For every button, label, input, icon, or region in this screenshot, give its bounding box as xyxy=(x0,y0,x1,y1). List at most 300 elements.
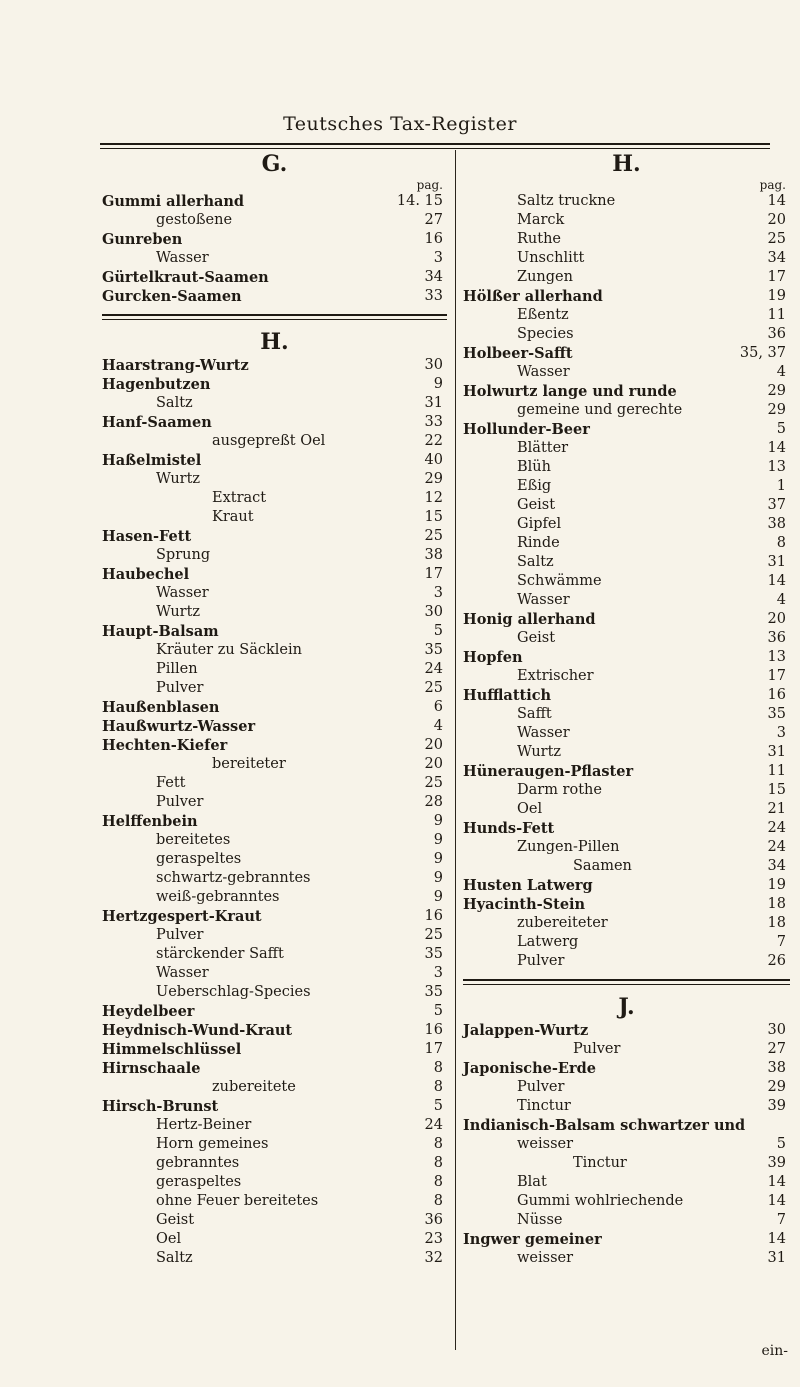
entry-term: Zungen xyxy=(517,269,573,285)
entry-page: 16 xyxy=(424,908,443,924)
entry-page: 9 xyxy=(433,851,443,867)
index-entry xyxy=(463,192,790,211)
entry-term: Wasser xyxy=(517,592,570,608)
entry-term: Wasser xyxy=(156,965,209,981)
entry-term: Gürtelkraut-Saamen xyxy=(102,269,269,286)
index-entry xyxy=(463,1230,790,1249)
entry-term: Haupt-Balsam xyxy=(102,623,219,640)
entry-page: 3 xyxy=(776,725,786,741)
index-entry xyxy=(463,1211,790,1230)
running-title: Teutsches Tax-Register xyxy=(283,113,517,135)
index-entry xyxy=(102,470,447,489)
entry-page: 25 xyxy=(424,927,443,943)
section-rule xyxy=(102,314,447,320)
index-entry xyxy=(463,211,790,230)
index-entry xyxy=(463,1097,790,1116)
entry-page: 25 xyxy=(424,775,443,791)
index-entry xyxy=(463,1192,790,1211)
index-entry xyxy=(102,1116,447,1135)
index-entry xyxy=(102,413,447,432)
index-entry xyxy=(463,344,790,363)
index-entry xyxy=(463,629,790,648)
index-entry xyxy=(463,420,790,439)
entry-page: 29 xyxy=(767,383,786,399)
entry-term: Hyacinth-Stein xyxy=(463,896,586,913)
entry-term: zubereitete xyxy=(212,1079,296,1095)
entry-page: 8 xyxy=(433,1136,443,1152)
entry-page: 23 xyxy=(424,1231,443,1247)
entry-page: 13 xyxy=(767,649,786,665)
entry-term: Safft xyxy=(517,706,552,722)
entry-page: 17 xyxy=(424,1041,443,1057)
entry-page: 19 xyxy=(767,877,786,893)
entry-page: 35 xyxy=(424,946,443,962)
index-entry xyxy=(102,888,447,907)
entry-term: Hölßer allerhand xyxy=(463,288,603,305)
entry-page: 14 xyxy=(767,193,786,209)
entry-term: Wasser xyxy=(156,250,209,266)
entry-page: 30 xyxy=(767,1022,786,1038)
right-column xyxy=(463,150,790,1268)
entry-page: 34 xyxy=(767,858,786,874)
index-entry xyxy=(102,1021,447,1040)
entry-term: Pulver xyxy=(156,794,204,810)
index-entry xyxy=(102,964,447,983)
entry-term: Zungen-Pillen xyxy=(517,839,620,855)
entry-term: Jalappen-Wurtz xyxy=(463,1022,589,1039)
entry-term: Saltz truckne xyxy=(517,193,616,209)
index-entry xyxy=(102,451,447,470)
entry-page: 6 xyxy=(433,699,443,715)
index-entry xyxy=(463,249,790,268)
index-entry xyxy=(463,458,790,477)
entry-term: Oel xyxy=(517,801,543,817)
entry-term: Blüh xyxy=(517,459,551,475)
entry-page: 19 xyxy=(767,288,786,304)
entry-page: 24 xyxy=(767,839,786,855)
entry-page: 25 xyxy=(767,231,786,247)
index-entry xyxy=(463,496,790,515)
entry-term: Tinctur xyxy=(517,1098,571,1114)
entry-term: weiß-gebranntes xyxy=(156,889,280,905)
index-entry xyxy=(463,952,790,971)
entry-page: 14 xyxy=(767,573,786,589)
entry-term: Heydelbeer xyxy=(102,1003,195,1020)
entry-term: Hufflattich xyxy=(463,687,552,704)
entry-term: geraspeltes xyxy=(156,851,242,867)
entry-term: Haußenblasen xyxy=(102,699,220,716)
index-entry xyxy=(102,869,447,888)
index-entry xyxy=(102,1135,447,1154)
index-entry xyxy=(102,1173,447,1192)
entry-page: 14 xyxy=(767,1193,786,1209)
entry-term: bereitetes xyxy=(156,832,231,848)
index-entry xyxy=(463,1078,790,1097)
entry-term: stärckender Safft xyxy=(156,946,284,962)
index-entry xyxy=(463,534,790,553)
entry-page: 20 xyxy=(424,737,443,753)
index-entry xyxy=(102,660,447,679)
entry-term: Hunds-Fett xyxy=(463,820,555,837)
index-entry xyxy=(463,705,790,724)
entry-page: 20 xyxy=(424,756,443,772)
entry-term: Saltz xyxy=(156,395,193,411)
entry-term: Unschlitt xyxy=(517,250,585,266)
entry-term: gestoßene xyxy=(156,212,233,228)
entry-term: Extrischer xyxy=(517,668,594,684)
entry-page: 32 xyxy=(424,1250,443,1266)
entry-term: weisser xyxy=(517,1136,574,1152)
entry-page: 27 xyxy=(424,212,443,228)
index-entry xyxy=(102,793,447,812)
entry-term: weisser xyxy=(517,1250,574,1266)
entry-term: Wurtz xyxy=(517,744,562,760)
index-entry xyxy=(463,477,790,496)
entry-page: 4 xyxy=(776,364,786,380)
index-entry xyxy=(463,1059,790,1078)
entry-term: Helffenbein xyxy=(102,813,198,830)
entry-page: 38 xyxy=(767,516,786,532)
entry-page: 16 xyxy=(424,231,443,247)
index-entry xyxy=(102,945,447,964)
index-entry xyxy=(463,838,790,857)
entry-page: 5 xyxy=(433,1003,443,1019)
entry-term: Hechten-Kiefer xyxy=(102,737,228,754)
entry-page: 36 xyxy=(767,326,786,342)
catchword: ein- xyxy=(761,1343,788,1359)
entry-page: 18 xyxy=(767,896,786,912)
entry-term: ausgepreßt Oel xyxy=(212,433,326,449)
column-divider xyxy=(455,150,456,1350)
index-entry xyxy=(102,356,447,375)
entry-term: Gipfel xyxy=(517,516,562,532)
entry-page: 25 xyxy=(424,680,443,696)
index-entry xyxy=(102,432,447,451)
entry-page: 35 xyxy=(767,706,786,722)
index-entry xyxy=(463,1135,790,1154)
entry-page: 3 xyxy=(433,250,443,266)
entry-page: 8 xyxy=(433,1174,443,1190)
entry-page: 7 xyxy=(776,1212,786,1228)
entry-page: 37 xyxy=(767,497,786,513)
index-entry xyxy=(463,876,790,895)
entry-term: Pillen xyxy=(156,661,198,677)
index-entry xyxy=(102,230,447,249)
entry-term: Pulver xyxy=(517,953,565,969)
entry-term: Ueberschlag-Species xyxy=(156,984,311,1000)
index-entry xyxy=(102,1154,447,1173)
index-entry xyxy=(463,268,790,287)
entry-term: Saltz xyxy=(156,1250,193,1266)
entry-page: 29 xyxy=(767,402,786,418)
entry-term: Pulver xyxy=(573,1041,621,1057)
entry-term: Hanf-Saamen xyxy=(102,414,212,431)
index-entry xyxy=(463,591,790,610)
entry-term: Wurtz xyxy=(156,471,201,487)
entry-term: Tinctur xyxy=(573,1155,627,1171)
entry-page: 15 xyxy=(424,509,443,525)
entry-term: Blätter xyxy=(517,440,569,456)
index-entry xyxy=(463,686,790,705)
entry-term: Hüneraugen-Pflaster xyxy=(463,763,634,780)
entry-page: 8 xyxy=(433,1155,443,1171)
entry-term: Eßentz xyxy=(517,307,569,323)
entry-page: 31 xyxy=(767,744,786,760)
entry-term: gebranntes xyxy=(156,1155,240,1171)
entry-page: 5 xyxy=(776,421,786,437)
index-entry xyxy=(463,743,790,762)
entry-page: 27 xyxy=(767,1041,786,1057)
entry-term: Nüsse xyxy=(517,1212,563,1228)
entry-page: 26 xyxy=(767,953,786,969)
index-entry xyxy=(463,1116,790,1135)
entry-term: bereiteter xyxy=(212,756,286,772)
index-entry xyxy=(463,515,790,534)
index-entry xyxy=(102,249,447,268)
entry-term: Pulver xyxy=(156,680,204,696)
entry-page: 29 xyxy=(424,471,443,487)
index-entry xyxy=(463,325,790,344)
entry-page: 8 xyxy=(433,1060,443,1076)
entry-page: 11 xyxy=(767,307,786,323)
index-entry xyxy=(463,1021,790,1040)
index-entry xyxy=(102,812,447,831)
entry-page: 35 xyxy=(424,642,443,658)
index-entry xyxy=(463,401,790,420)
index-entry xyxy=(102,907,447,926)
section-rule xyxy=(463,979,790,985)
index-entry xyxy=(102,268,447,287)
entry-term: Hirsch-Brunst xyxy=(102,1098,219,1115)
entry-page: 25 xyxy=(424,528,443,544)
entry-term: Marck xyxy=(517,212,565,228)
index-entry xyxy=(102,679,447,698)
entry-term: Fett xyxy=(156,775,186,791)
entry-page: 17 xyxy=(424,566,443,582)
entry-page: 35, 37 xyxy=(739,345,786,361)
entry-term: Geist xyxy=(156,1212,195,1228)
index-entry xyxy=(463,781,790,800)
section-letter-j: J. xyxy=(618,994,635,1020)
index-entry xyxy=(102,489,447,508)
entry-page: 18 xyxy=(767,915,786,931)
index-entry xyxy=(102,546,447,565)
entry-page: 31 xyxy=(767,1250,786,1266)
entry-page: 28 xyxy=(424,794,443,810)
entry-term: Darm rothe xyxy=(517,782,602,798)
index-entry xyxy=(102,1078,447,1097)
entry-term: Rinde xyxy=(517,535,560,551)
entry-term: Kraut xyxy=(212,509,254,525)
entry-term: Species xyxy=(517,326,574,342)
entry-term: Schwämme xyxy=(517,573,602,589)
index-entry xyxy=(102,698,447,717)
index-entry xyxy=(463,230,790,249)
entry-page: 4 xyxy=(433,718,443,734)
index-entry xyxy=(463,553,790,572)
entry-page: 5 xyxy=(433,623,443,639)
entry-term: Heydnisch-Wund-Kraut xyxy=(102,1022,293,1039)
index-entry xyxy=(463,762,790,781)
entry-term: Gummi wohlriechende xyxy=(517,1193,684,1209)
index-entry xyxy=(102,1040,447,1059)
entry-term: Kräuter zu Säcklein xyxy=(156,642,302,658)
entry-page: 22 xyxy=(424,433,443,449)
index-entry xyxy=(102,527,447,546)
entry-term: Saamen xyxy=(573,858,632,874)
entry-page: 21 xyxy=(767,801,786,817)
index-entry xyxy=(463,363,790,382)
entry-term: Oel xyxy=(156,1231,182,1247)
entry-page: 17 xyxy=(767,269,786,285)
entry-term: Indianisch-Balsam schwartzer und xyxy=(463,1117,746,1134)
entry-page: 8 xyxy=(433,1079,443,1095)
entry-page: 33 xyxy=(424,288,443,304)
entry-term: Pulver xyxy=(517,1079,565,1095)
entry-page: 14. 15 xyxy=(396,193,443,209)
entry-term: Horn gemeines xyxy=(156,1136,269,1152)
entry-term: Hirnschaale xyxy=(102,1060,201,1077)
index-entry xyxy=(102,1230,447,1249)
entry-page: 16 xyxy=(767,687,786,703)
entry-page: 34 xyxy=(424,269,443,285)
entry-term: Honig allerhand xyxy=(463,611,596,628)
entry-page: 39 xyxy=(767,1098,786,1114)
entry-term: Wurtz xyxy=(156,604,201,620)
index-entry xyxy=(463,610,790,629)
entry-term: Pulver xyxy=(156,927,204,943)
entry-term: Wasser xyxy=(517,725,570,741)
entry-term: Gummi allerhand xyxy=(102,193,245,210)
index-entry xyxy=(102,774,447,793)
section-letter-h: H. xyxy=(260,329,289,355)
entry-term: ohne Feuer bereitetes xyxy=(156,1193,319,1209)
entry-term: Hertz-Beiner xyxy=(156,1117,252,1133)
index-entry xyxy=(102,1002,447,1021)
entry-page: 16 xyxy=(424,1022,443,1038)
index-entry xyxy=(102,850,447,869)
entry-page: 38 xyxy=(424,547,443,563)
index-entry xyxy=(463,382,790,401)
entry-page: 35 xyxy=(424,984,443,1000)
index-entry xyxy=(102,1059,447,1078)
entry-term: Himmelschlüssel xyxy=(102,1041,242,1058)
entry-term: Gurcken-Saamen xyxy=(102,288,242,305)
entry-page: 31 xyxy=(767,554,786,570)
index-entry xyxy=(463,914,790,933)
index-entry xyxy=(102,1249,447,1268)
index-entry xyxy=(102,1192,447,1211)
entry-page: 9 xyxy=(433,889,443,905)
entries-j xyxy=(463,1021,790,1268)
index-entry xyxy=(463,287,790,306)
entry-page: 4 xyxy=(776,592,786,608)
entry-term: Latwerg xyxy=(517,934,579,950)
entry-page: 9 xyxy=(433,870,443,886)
entry-page: 29 xyxy=(767,1079,786,1095)
entry-page: 17 xyxy=(767,668,786,684)
index-entry xyxy=(463,648,790,667)
entry-term: Hasen-Fett xyxy=(102,528,192,545)
index-entry xyxy=(463,724,790,743)
entry-term: Wasser xyxy=(156,585,209,601)
entry-term: zubereiteter xyxy=(517,915,608,931)
index-entry xyxy=(102,755,447,774)
entry-term: Hopfen xyxy=(463,649,523,666)
index-entry xyxy=(463,1249,790,1268)
index-entry xyxy=(463,306,790,325)
index-entry xyxy=(463,895,790,914)
entry-term: Hertzgespert-Kraut xyxy=(102,908,262,925)
entry-page: 7 xyxy=(776,934,786,950)
entry-page: 3 xyxy=(433,585,443,601)
entry-term: Ingwer gemeiner xyxy=(463,1231,602,1248)
entry-term: Haubechel xyxy=(102,566,190,583)
index-entry xyxy=(463,439,790,458)
index-entry xyxy=(463,857,790,876)
entry-page: 9 xyxy=(433,832,443,848)
entry-term: Husten Latwerg xyxy=(463,877,593,894)
entry-term: Gunreben xyxy=(102,231,183,248)
entry-term: Haarstrang-Wurtz xyxy=(102,357,249,374)
entry-page: 12 xyxy=(424,490,443,506)
index-entry xyxy=(463,572,790,591)
entry-term: Japonische-Erde xyxy=(463,1060,596,1077)
index-entry xyxy=(102,736,447,755)
entry-page: 31 xyxy=(424,395,443,411)
index-entry xyxy=(102,211,447,230)
entry-page: 38 xyxy=(767,1060,786,1076)
index-entry xyxy=(102,983,447,1002)
section-letter-g: G. xyxy=(261,151,288,177)
entry-page: 33 xyxy=(424,414,443,430)
entry-page: 40 xyxy=(424,452,443,468)
entry-term: Hollunder-Beer xyxy=(463,421,590,438)
entry-term: Geist xyxy=(517,497,556,513)
entry-page: 14 xyxy=(767,1174,786,1190)
entry-term: Geist xyxy=(517,630,556,646)
pag-label-right: pag. xyxy=(759,178,786,192)
entry-page: 36 xyxy=(424,1212,443,1228)
entry-page: 5 xyxy=(433,1098,443,1114)
entry-page: 13 xyxy=(767,459,786,475)
index-entry xyxy=(102,375,447,394)
entry-page: 24 xyxy=(424,1117,443,1133)
index-entry xyxy=(102,622,447,641)
entry-page: 24 xyxy=(424,661,443,677)
entries-h-cont xyxy=(463,192,790,971)
index-entry xyxy=(102,1211,447,1230)
entry-page: 1 xyxy=(776,478,786,494)
left-column xyxy=(102,150,447,1268)
index-entry xyxy=(463,1040,790,1059)
index-entry xyxy=(102,508,447,527)
index-entry xyxy=(102,926,447,945)
entry-page: 3 xyxy=(433,965,443,981)
entry-term: schwartz-gebranntes xyxy=(156,870,311,886)
entry-page: 5 xyxy=(776,1136,786,1152)
entry-term: Eßig xyxy=(517,478,552,494)
entry-page: 8 xyxy=(433,1193,443,1209)
entry-page: 15 xyxy=(767,782,786,798)
entry-page: 36 xyxy=(767,630,786,646)
entry-page: 14 xyxy=(767,1231,786,1247)
entry-page: 30 xyxy=(424,357,443,373)
entry-page: 30 xyxy=(424,604,443,620)
entry-page: 9 xyxy=(433,376,443,392)
entry-term: Holbeer-Safft xyxy=(463,345,573,362)
entry-page: 20 xyxy=(767,212,786,228)
